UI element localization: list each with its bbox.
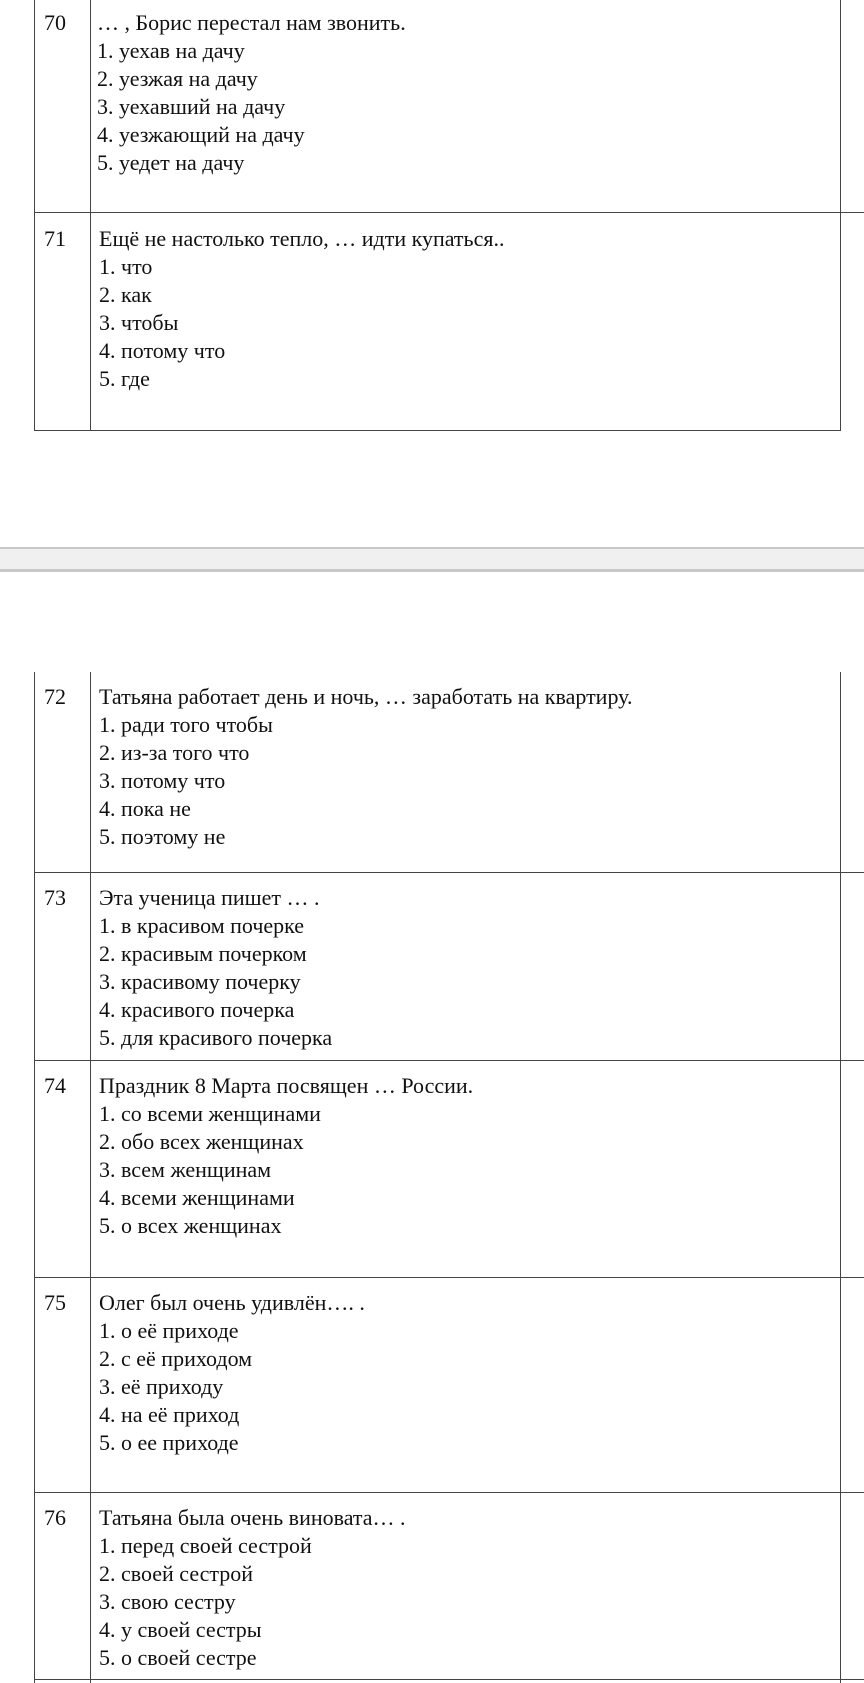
- answer-option: 2. своей сестрой: [99, 1561, 254, 1586]
- table-row: [34, 1493, 864, 1683]
- page-2-table: [0, 672, 864, 1683]
- question-text: Татьяна работает день и ночь, … заработать на квартиру.: [99, 684, 633, 709]
- answer-option: 4. всеми женщинами: [99, 1185, 295, 1210]
- answer-option: 1. в красивом почерке: [99, 913, 305, 938]
- question-number: 73: [44, 885, 66, 910]
- answer-option: 2. обо всех женщинах: [99, 1129, 304, 1154]
- question-body: [99, 683, 632, 851]
- question-text: … , Борис перестал нам звонить.: [97, 10, 406, 35]
- question-text: Ещё не настолько тепло, … идти купаться..: [99, 226, 505, 251]
- answer-option: 3. всем женщинам: [99, 1157, 272, 1182]
- table-row: [34, 0, 864, 213]
- answer-option: 4. уезжающий на дачу: [97, 122, 305, 147]
- answer-option: 3. свою сестру: [99, 1589, 236, 1614]
- table-row-border: [34, 1679, 864, 1680]
- question-number: 75: [44, 1290, 66, 1315]
- answer-option: 5. о ее приходе: [99, 1430, 239, 1455]
- question-number: 76: [44, 1505, 66, 1530]
- answer-option: 2. красивым почерком: [99, 941, 307, 966]
- answer-option: 3. красивому почерку: [99, 969, 301, 994]
- answer-option: 2. из-за того что: [99, 740, 250, 765]
- page-1-table: [0, 0, 864, 431]
- answer-option: 5. где: [99, 366, 150, 391]
- answer-option: 2. с её приходом: [99, 1346, 253, 1371]
- answer-option: 5. поэтому не: [99, 824, 226, 849]
- answer-option: 4. на её приход: [99, 1402, 240, 1427]
- answer-option: 5. о своей сестре: [99, 1645, 257, 1670]
- answer-option: 1. что: [99, 254, 153, 279]
- question-body: [99, 1289, 365, 1457]
- table-row: [34, 672, 864, 873]
- question-number: 72: [44, 684, 66, 709]
- question-text: Праздник 8 Марта посвящен … России.: [99, 1073, 474, 1098]
- answer-option: 3. чтобы: [99, 310, 179, 335]
- answer-option: 2. как: [99, 282, 152, 307]
- answer-option: 1. перед своей сестрой: [99, 1533, 312, 1558]
- question-number: 71: [44, 226, 66, 251]
- question-number: 74: [44, 1073, 66, 1098]
- question-body: [99, 225, 504, 393]
- answer-option: 4. потому что: [99, 338, 226, 363]
- answer-option: 1. уехав на дачу: [97, 38, 245, 63]
- answer-option: 3. уехавший на дачу: [97, 94, 286, 119]
- answer-option: 5. о всех женщинах: [99, 1213, 282, 1238]
- answer-option: 1. ради того чтобы: [99, 712, 273, 737]
- answer-option: 1. со всеми женщинами: [99, 1101, 321, 1126]
- question-body: [99, 1504, 406, 1672]
- table-row: [34, 213, 841, 431]
- table-row: [34, 1278, 864, 1493]
- question-number: 70: [44, 10, 66, 35]
- table-row: [34, 873, 864, 1061]
- table-row: [34, 1061, 864, 1278]
- question-text: Олег был очень удивлён…. .: [99, 1290, 365, 1315]
- answer-option: 3. её приходу: [99, 1374, 224, 1399]
- question-body: [99, 1072, 473, 1240]
- answer-option: 4. у своей сестры: [99, 1617, 262, 1642]
- page-separator: [0, 547, 864, 572]
- question-text: Татьяна была очень виновата… .: [99, 1505, 406, 1530]
- answer-option: 2. уезжая на дачу: [97, 66, 258, 91]
- answer-option: 3. потому что: [99, 768, 226, 793]
- answer-option: 5. уедет на дачу: [97, 150, 245, 175]
- question-body: [99, 884, 332, 1052]
- answer-option: 4. красивого почерка: [99, 997, 295, 1022]
- answer-option: 5. для красивого почерка: [99, 1025, 333, 1050]
- question-body: [97, 9, 406, 177]
- answer-option: 1. о её приходе: [99, 1318, 239, 1343]
- question-text: Эта ученица пишет … .: [99, 885, 320, 910]
- answer-option: 4. пока не: [99, 796, 191, 821]
